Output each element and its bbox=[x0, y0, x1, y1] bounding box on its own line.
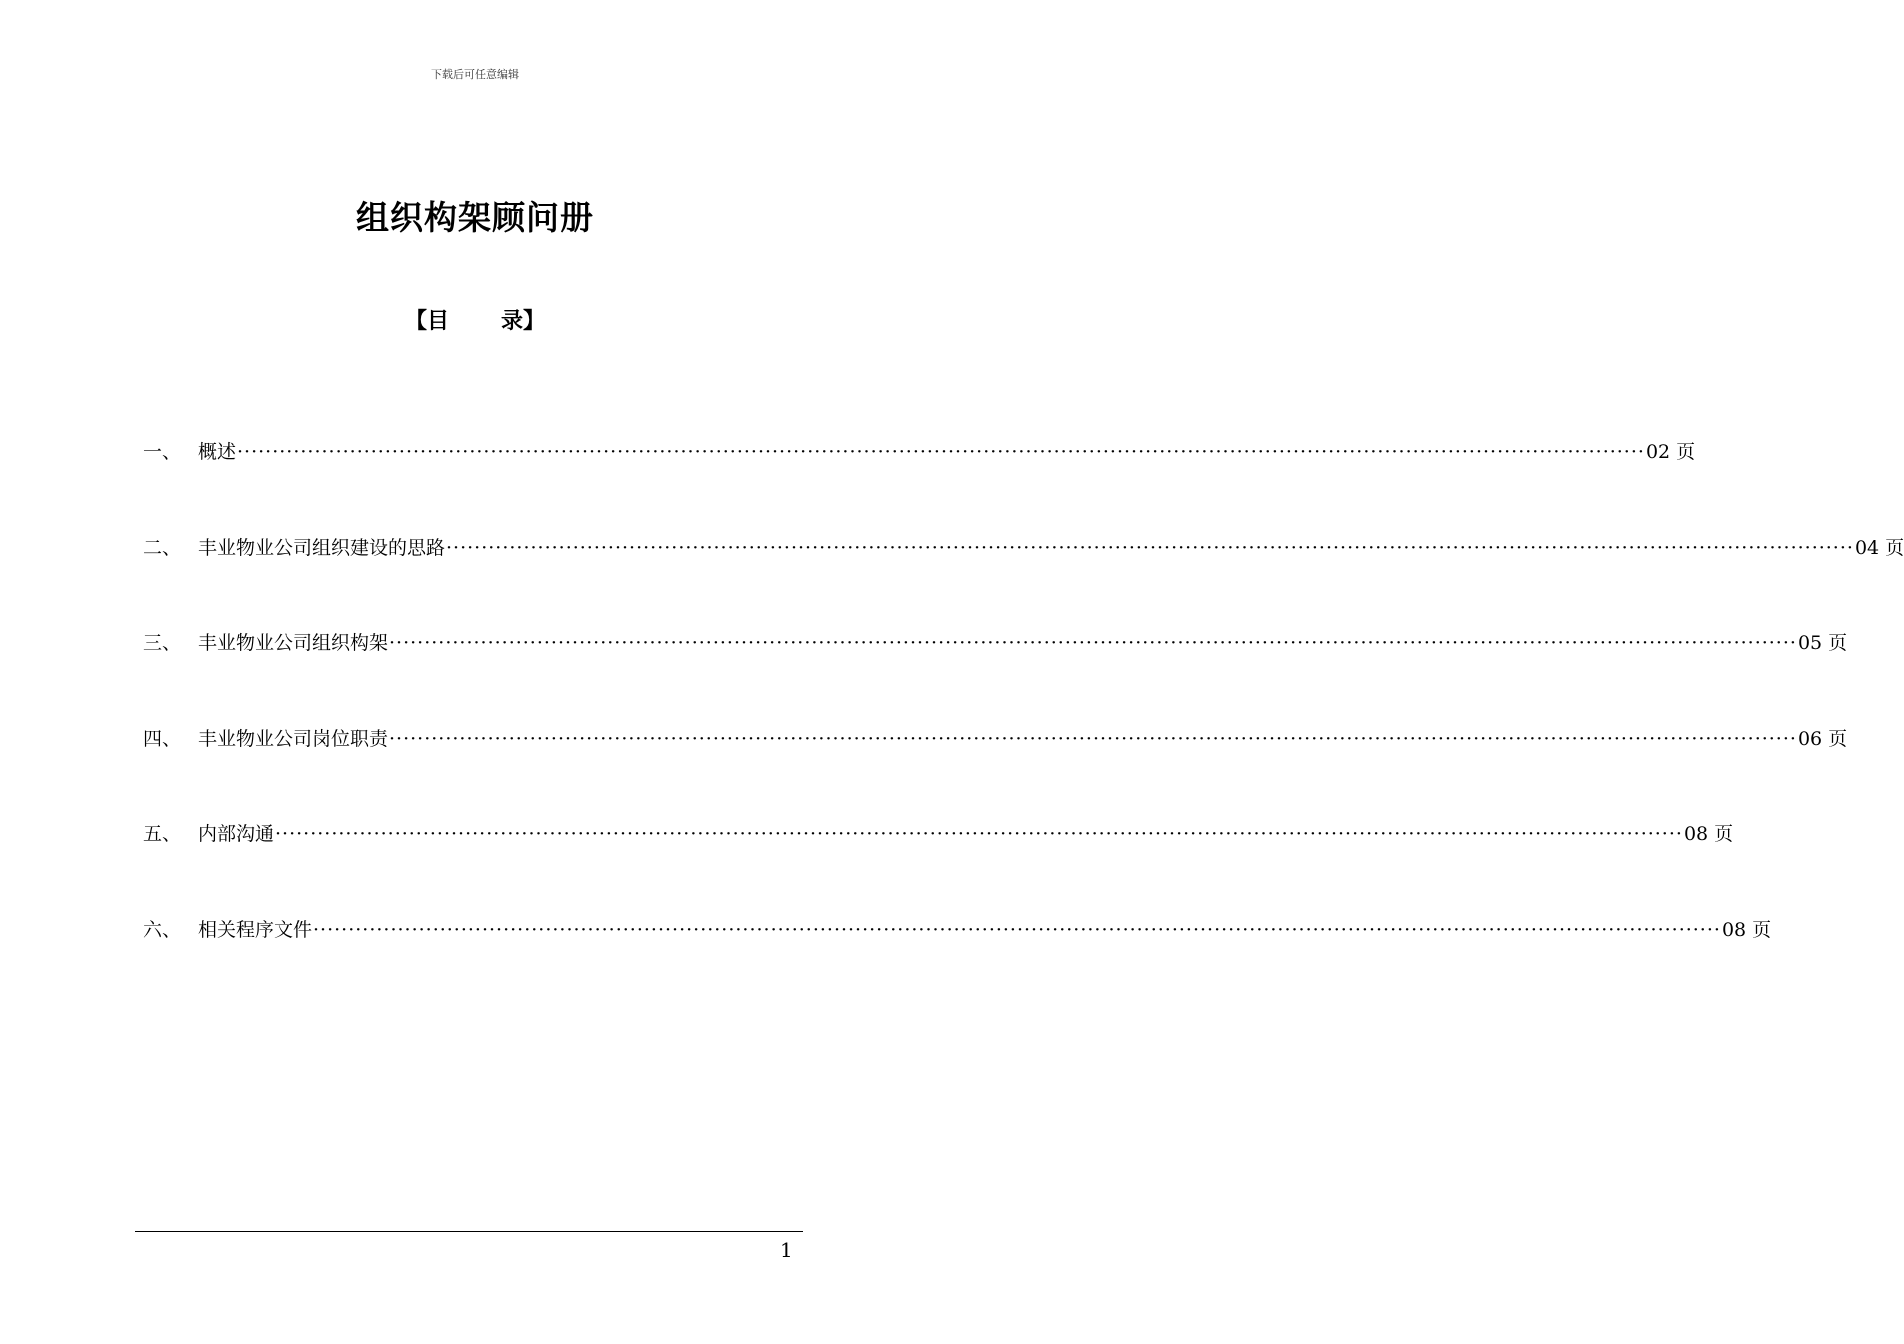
toc-item-title: 相关程序文件 bbox=[198, 918, 313, 941]
toc-item-title: 丰业物业公司岗位职责 bbox=[198, 727, 389, 750]
toc-item-title: 内部沟通 bbox=[198, 823, 275, 846]
toc-leader-dots: ········································································································································································································ bbox=[389, 727, 1797, 750]
toc-heading-right: 录】 bbox=[501, 309, 546, 334]
toc-leader-dots: ········································································································································································································ bbox=[389, 632, 1797, 655]
toc-item-title: 丰业物业公司组织建设的思路 bbox=[198, 536, 446, 559]
toc-item-number: 五、 bbox=[143, 823, 182, 846]
toc-item-page: 05 页 bbox=[1797, 632, 1848, 655]
toc-heading-left: 【目 bbox=[404, 309, 449, 334]
toc-item-6[interactable] bbox=[143, 914, 1772, 1010]
toc-heading bbox=[0, 304, 950, 335]
toc-item-page: 08 页 bbox=[1683, 823, 1734, 846]
toc-item-number: 四、 bbox=[143, 727, 182, 750]
toc-item-3[interactable] bbox=[143, 627, 1848, 723]
toc-item-title: 丰业物业公司组织构架 bbox=[198, 632, 389, 655]
toc-leader-dots: ········································································································································································································ bbox=[313, 918, 1721, 941]
header-note: 下载后可任意编辑 bbox=[431, 68, 519, 81]
toc-item-number: 六、 bbox=[143, 918, 182, 941]
toc-item-page: 08 页 bbox=[1721, 918, 1772, 941]
toc-item-2[interactable] bbox=[143, 532, 1904, 628]
toc-leader-dots: ········································································································································································································ bbox=[237, 441, 1645, 463]
toc-item-number: 三、 bbox=[143, 632, 182, 655]
toc-leader-dots: ········································································································································································································ bbox=[275, 823, 1683, 846]
toc-item-number: 二、 bbox=[143, 536, 182, 559]
footer-divider bbox=[135, 1231, 803, 1232]
toc-item-page: 04 页 bbox=[1854, 536, 1904, 559]
toc-item-1[interactable] bbox=[143, 436, 1696, 532]
toc-item-title: 概述 bbox=[198, 441, 237, 463]
toc-item-4[interactable] bbox=[143, 723, 1848, 819]
table-of-contents bbox=[143, 436, 1904, 1010]
page-number: 1 bbox=[780, 1238, 793, 1262]
toc-item-page: 02 页 bbox=[1645, 441, 1696, 463]
document-title: 组织构架顾问册 bbox=[356, 198, 594, 237]
toc-item-number: 一、 bbox=[143, 441, 182, 463]
toc-item-5[interactable] bbox=[143, 818, 1734, 914]
toc-item-page: 06 页 bbox=[1797, 727, 1848, 750]
toc-leader-dots: ········································································································································································································ bbox=[446, 536, 1854, 559]
